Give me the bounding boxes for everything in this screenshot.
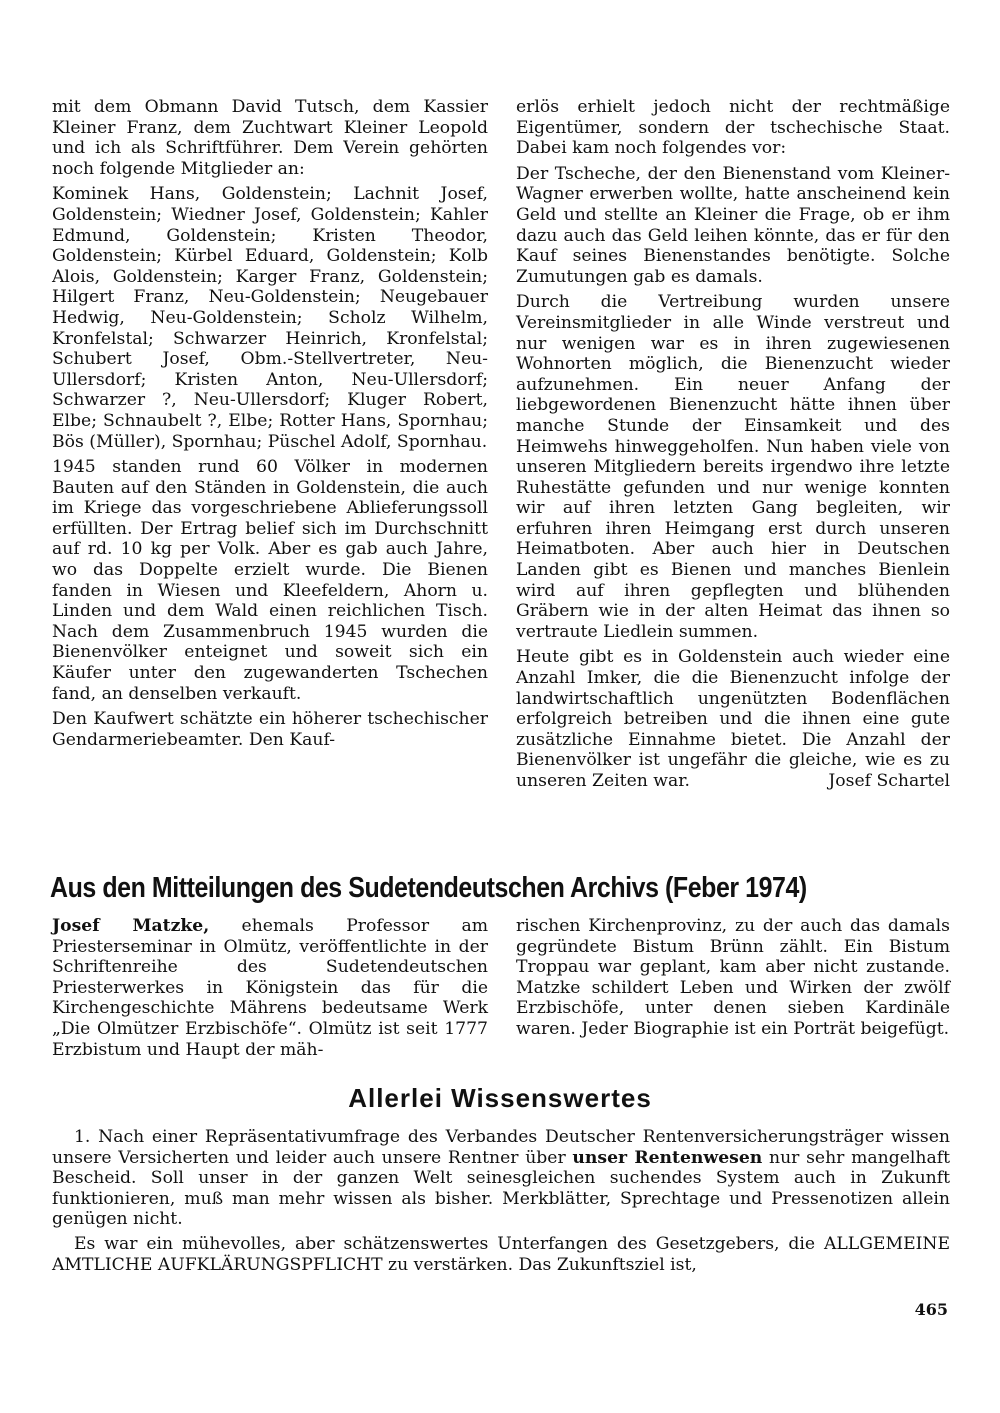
author-signature: Josef Schartel xyxy=(828,771,950,791)
paragraph xyxy=(516,647,950,791)
archive-right-column xyxy=(516,916,950,1045)
paragraph: mit dem Obmann David Tutsch, dem Kassier Kleiner Franz, dem Zuchtwart Kleiner Leopold und ich als Schriftführer. Dem Verein gehörten noch folgende Mitglieder an: xyxy=(52,97,488,179)
paragraph-text: nur sehr mangelhaft Bescheid. Soll unser in der ganzen Welt seinesgleichen suchendes System auch in Zukunft funktionieren, muß man mehr wissen als bisher. Merkblätter, Sprechtage und Pressenotizen allein genügen nicht. xyxy=(52,1147,950,1230)
right-column xyxy=(516,97,950,797)
section-heading-archive: Aus den Mitteilungen des Sudetendeutschen Archivs (Feber 1974) xyxy=(50,872,807,904)
paragraph: Durch die Vertreibung wurden unsere Vereinsmitglieder in alle Winde verstreut und nur wenigen war es in ihren zugewiesenen Wohnorten möglich, die Bienenzucht wieder aufzunehmen. Ein neuer Anfang der liebgewordenen Bienenzucht hätte ihnen über manche Stunde der Einsamkeit und des Heimwehs hinweggeholfen. Nun haben viele von unseren Mitgliedern bereits irgendwo ihre letzte Ruhestätte gefunden und nur wenige konnten wir auf ihren letzten Gang begleiten, wir erfuhren ihren Heimgang erst durch unseren Heimatboten. Aber auch hier in Deutschen Landen gibt es Bienen und manches Bienlein wird auf ihren gepflegten und blühenden Gräbern wie in der alten Heimat das ihnen so vertraute Liedlein summen. xyxy=(516,292,950,642)
section-heading-wissenswertes: Allerlei Wissenswertes xyxy=(348,1083,652,1113)
paragraph: erlös erhielt jedoch nicht der rechtmäßige Eigentümer, sondern der tschechische Staat. Dabei kam noch folgendes vor: xyxy=(516,97,950,159)
paragraph xyxy=(52,1127,950,1230)
paragraph-text: ehemals Professor am Priesterseminar in Olmütz, veröffentlichte in der Schriftenreihe des Sudetendeutschen Priesterwerkes in Königstein das für die Kirchengeschichte Mährens bedeutsame Werk „Die Olmützer Erzbischöfe“. Olmütz ist seit 1777 Erzbistum und Haupt der mäh- xyxy=(52,916,488,1060)
full-width-text xyxy=(52,1127,950,1279)
member-list: Kominek Hans, Goldenstein; Lachnit Josef, Goldenstein; Wiedner Josef, Goldenstein; Kahler Edmund, Goldenstein; Kristen Theodor, Goldenstein; Kürbel Eduard, Goldenstein; Kolb Alois, Goldenstein; Karger Franz, Goldenstein; Hilgert Franz, Neu-Goldenstein; Neugebauer Hedwig, Neu-Goldenstein; Scholz Wilhelm, Kronfelstal; Schwarzer Heinrich, Kronfelstal; Schubert Josef, Obm.-Stellvertreter, Neu-Ullersdorf; Kristen Anton, Neu-Ullersdorf; Schwarzer ?, Neu-Ullersdorf; Kluger Robert, Elbe; Schnaubelt ?, Elbe; Rotter Hans, Spornhau; Bös (Müller), Spornhau; Püschel Adolf, Spornhau. xyxy=(52,184,488,452)
page-number: 465 xyxy=(914,1300,948,1319)
paragraph-text: Heute gibt es in Goldenstein auch wieder eine Anzahl Imker, die die Bienenzucht infolge der landwirtschaftlich ungenützten Bodenflächen erfolgreich betreiben und die ihnen eine gute zusätzliche Einnahme bietet. Die Anzahl der Bienenvölker ist ungefähr die gleiche, wie es zu unseren Zeiten war. xyxy=(516,647,950,791)
paragraph: 1945 standen rund 60 Völker in modernen Bauten auf den Ständen in Goldenstein, die auch im Kriege das vorgeschriebene Ablieferungssoll erfüllten. Der Ertrag belief sich im Durchschnitt auf rd. 10 kg per Volk. Aber es gab auch Jahre, wo das Doppelte erzielt wurde. Die Bienen fanden in Wiesen und Kleefeldern, Ahorn u. Linden und dem Wald einen reichlichen Tisch. Nach dem Zusammenbruch 1945 wurden die Bienenvölker enteignet und soweit sich ein Käufer unter den zugewanderten Tschechen fand, an denselben verkauft. xyxy=(52,457,488,704)
paragraph: Der Tscheche, der den Bienenstand vom Kleiner-Wagner erwerben wollte, hatte anscheinend kein Geld und stellte an Kleiner die Frage, ob er ihm dazu auch das Geld leihen könnte, das er für den Kauf seines Bienenstandes benötigte. Solche Zumutungen gab es damals. xyxy=(516,163,950,287)
bold-term: unser Rentenwesen xyxy=(572,1147,763,1168)
left-column xyxy=(52,97,488,755)
paragraph xyxy=(52,916,488,1060)
archive-left-column xyxy=(52,916,488,1065)
paragraph-text: 1. Nach einer Repräsentativumfrage des Verbandes Deutscher Rentenversicherungsträger wissen unsere Versicherten und leider auch unsere Rentner über xyxy=(52,1127,950,1168)
paragraph: Den Kaufwert schätzte ein höherer tschechischer Gendarmeriebeamter. Den Kauf- xyxy=(52,709,488,750)
author-name: Josef Matzke, xyxy=(52,916,210,936)
paragraph: rischen Kirchenprovinz, zu der auch das damals gegründete Bistum Brünn zählt. Ein Bistum Troppau war geplant, kam aber nicht zustande. Matzke schildert Leben und Wirken der zwölf Erzbischöfe, unter denen sieben Kardinäle waren. Jeder Biographie ist ein Porträt beigefügt. xyxy=(516,916,950,1039)
paragraph: Es war ein mühevolles, aber schätzenswertes Unterfangen des Gesetzgebers, die ALLGEMEINE AMTLICHE AUFKLÄRUNGSPFLICHT zu verstärken. Das Zukunftsziel ist, xyxy=(52,1233,950,1275)
